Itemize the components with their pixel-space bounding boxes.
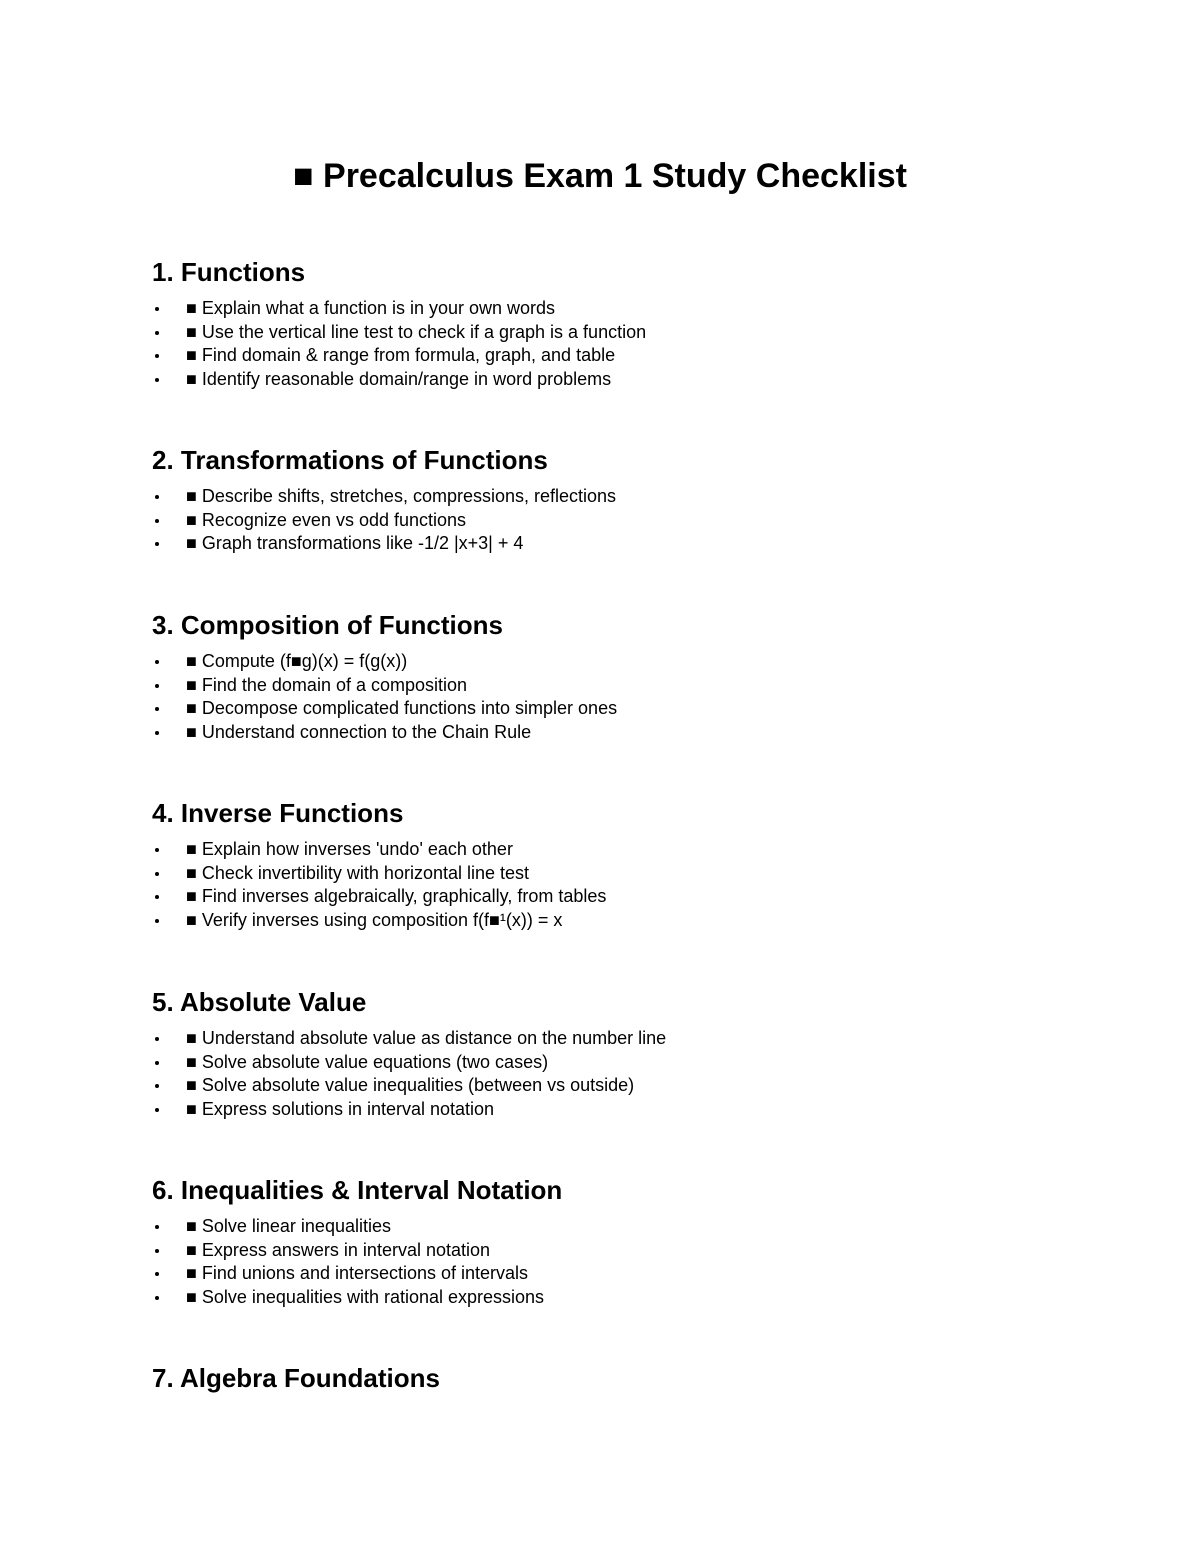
bullet-icon	[155, 895, 159, 899]
checklist-item	[152, 1098, 1132, 1122]
checklist-item-text: ■ Explain what a function is in your own words	[186, 298, 556, 318]
bullet-icon	[155, 331, 159, 335]
checklist-item	[152, 1215, 1132, 1239]
bullet-icon	[155, 1225, 159, 1229]
checklist-item	[152, 485, 1132, 509]
checklist	[152, 1215, 1132, 1309]
section-transformations	[152, 443, 1132, 556]
checklist	[152, 1027, 1132, 1121]
bullet-icon	[155, 872, 159, 876]
checklist-item	[152, 368, 1132, 392]
checklist	[152, 485, 1132, 556]
section-heading: 2. Transformations of Functions	[152, 445, 548, 475]
checklist-item	[152, 909, 1132, 933]
checklist-item	[152, 885, 1132, 909]
checklist	[152, 297, 1132, 391]
bullet-icon	[155, 354, 159, 358]
section-composition	[152, 608, 1132, 744]
bullet-icon	[155, 1037, 159, 1041]
section-heading: 3. Composition of Functions	[152, 610, 503, 640]
bullet-icon	[155, 1272, 159, 1276]
checklist-item-text: ■ Find domain & range from formula, graph, and table	[186, 345, 616, 366]
checklist-item-text: ■ Check invertibility with horizontal line test	[186, 862, 530, 883]
bullet-icon	[155, 731, 159, 735]
checklist-item	[152, 321, 1132, 345]
checklist-item-text: ■ Graph transformations like -1/2 |x+3| + 4	[186, 533, 524, 554]
checklist-item-text: ■ Solve absolute value inequalities (between vs outside)	[186, 1075, 635, 1096]
checklist-item-text: ■ Identify reasonable domain/range in word problems	[186, 368, 612, 389]
checklist-item-text: ■ Verify inverses using composition f(f■¹(x)) = x	[186, 909, 563, 930]
checklist-item-text: ■ Describe shifts, stretches, compressions, reflections	[186, 486, 617, 506]
section-heading: 1. Functions	[152, 257, 306, 287]
section-inverse-functions	[152, 796, 1132, 932]
checklist-item-text: ■ Express solutions in interval notation	[186, 1098, 495, 1119]
bullet-icon	[155, 660, 159, 664]
section-heading: 4. Inverse Functions	[152, 798, 404, 828]
checklist-item-text: ■ Understand absolute value as distance on the number line	[186, 1028, 667, 1048]
checklist-item	[152, 1027, 1132, 1051]
bullet-icon	[155, 1108, 159, 1112]
section-heading: 6. Inequalities & Interval Notation	[152, 1175, 563, 1205]
checklist-item	[152, 1262, 1132, 1286]
checklist-item	[152, 1051, 1132, 1075]
bullet-icon	[155, 1249, 159, 1253]
page-title: ■ Precalculus Exam 1 Study Checklist	[293, 157, 907, 195]
section-heading: 7. Algebra Foundations	[152, 1363, 440, 1393]
checklist-item	[152, 838, 1132, 862]
section-inequalities	[152, 1173, 1132, 1309]
checklist-item	[152, 721, 1132, 745]
bullet-icon	[155, 848, 159, 852]
bullet-icon	[155, 495, 159, 499]
checklist-item	[152, 1074, 1132, 1098]
checklist	[152, 650, 1132, 744]
bullet-icon	[155, 707, 159, 711]
checklist-item-text: ■ Recognize even vs odd functions	[186, 509, 467, 530]
checklist-item-text: ■ Use the vertical line test to check if a graph is a function	[186, 321, 647, 342]
checklist-item-text: ■ Explain how inverses 'undo' each other	[186, 839, 513, 859]
bullet-icon	[155, 519, 159, 523]
section-algebra-foundations	[152, 1361, 1132, 1395]
bullet-icon	[155, 919, 159, 923]
checklist-item	[152, 532, 1132, 556]
section-functions	[152, 255, 1132, 391]
checklist-item-text: ■ Decompose complicated functions into simpler ones	[186, 698, 618, 719]
checklist-item-text: ■ Solve linear inequalities	[186, 1216, 391, 1236]
checklist-item	[152, 1239, 1132, 1263]
checklist-item	[152, 1286, 1132, 1310]
checklist-item-text: ■ Find the domain of a composition	[186, 674, 468, 695]
checklist-item-text: ■ Understand connection to the Chain Rule	[186, 721, 532, 742]
checklist-item-text: ■ Find inverses algebraically, graphically, from tables	[186, 886, 607, 907]
checklist-item	[152, 344, 1132, 368]
bullet-icon	[155, 307, 159, 311]
bullet-icon	[155, 378, 159, 382]
section-heading: 5. Absolute Value	[152, 987, 367, 1017]
checklist-item	[152, 697, 1132, 721]
bullet-icon	[155, 1296, 159, 1300]
bullet-icon	[155, 542, 159, 546]
bullet-icon	[155, 1061, 159, 1065]
checklist-item-text: ■ Compute (f■g)(x) = f(g(x))	[186, 651, 408, 671]
checklist-item	[152, 650, 1132, 674]
checklist-item	[152, 509, 1132, 533]
checklist	[152, 838, 1132, 932]
bullet-icon	[155, 684, 159, 688]
checklist-item-text: ■ Solve absolute value equations (two cases)	[186, 1051, 549, 1072]
checklist-item	[152, 862, 1132, 886]
checklist-item-text: ■ Find unions and intersections of intervals	[186, 1263, 529, 1284]
checklist-item	[152, 297, 1132, 321]
section-absolute-value	[152, 985, 1132, 1121]
bullet-icon	[155, 1084, 159, 1088]
checklist-item-text: ■ Express answers in interval notation	[186, 1239, 491, 1260]
checklist-item	[152, 674, 1132, 698]
checklist-item-text: ■ Solve inequalities with rational expressions	[186, 1286, 545, 1307]
